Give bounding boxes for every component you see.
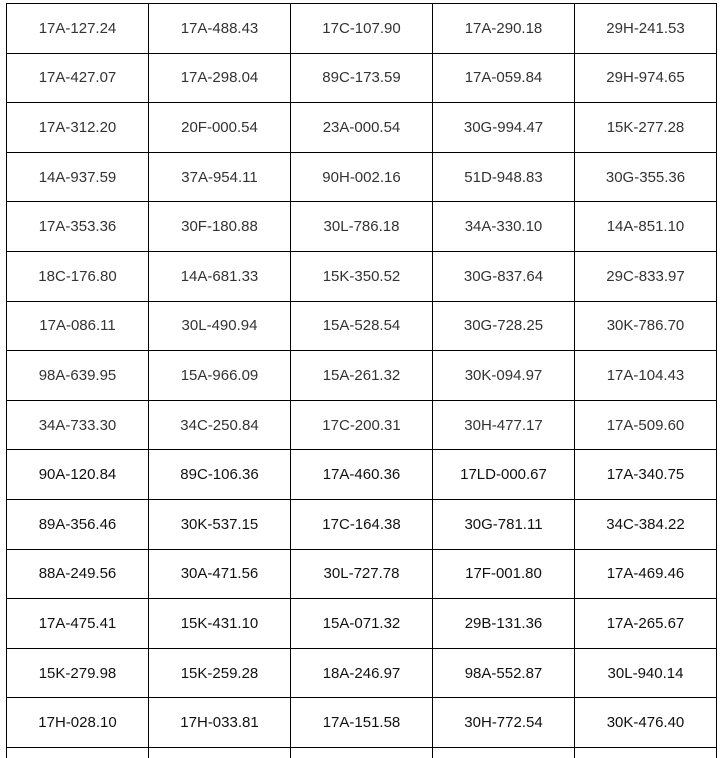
plate-number-cell: 51D-948.83 — [433, 152, 575, 202]
empty-cell — [291, 747, 433, 758]
plate-number-cell: 34A-733.30 — [7, 400, 149, 450]
plate-number-cell: 14A-937.59 — [7, 152, 149, 202]
plate-number-cell: 17C-200.31 — [291, 400, 433, 450]
plate-number-cell: 15A-528.54 — [291, 301, 433, 351]
plate-number-cell: 17A-312.20 — [7, 103, 149, 153]
plate-number-cell: 37A-954.11 — [149, 152, 291, 202]
plate-number-cell: 98A-552.87 — [433, 648, 575, 698]
plate-number-cell: 34A-330.10 — [433, 202, 575, 252]
plate-number-cell: 30G-355.36 — [575, 152, 717, 202]
table-row — [7, 648, 717, 698]
plate-number-cell: 17A-509.60 — [575, 400, 717, 450]
plate-number-cell: 17A-265.67 — [575, 599, 717, 649]
plate-number-cell: 89C-106.36 — [149, 450, 291, 500]
plate-number-cell: 17A-460.36 — [291, 450, 433, 500]
plate-number-cell: 17A-353.36 — [7, 202, 149, 252]
plate-number-cell: 30H-477.17 — [433, 400, 575, 450]
table-row — [7, 599, 717, 649]
table-row — [7, 351, 717, 401]
plate-number-cell: 17C-107.90 — [291, 4, 433, 54]
table-row — [7, 549, 717, 599]
plate-number-cell: 23A-000.54 — [291, 103, 433, 153]
empty-cell — [7, 747, 149, 758]
plate-number-cell: 17A-104.43 — [575, 351, 717, 401]
plate-number-cell: 17A-488.43 — [149, 4, 291, 54]
plate-number-cell: 17A-086.11 — [7, 301, 149, 351]
table-row — [7, 450, 717, 500]
plate-number-cell: 30K-537.15 — [149, 499, 291, 549]
plate-number-cell: 30K-476.40 — [575, 698, 717, 748]
plate-number-cell: 14A-851.10 — [575, 202, 717, 252]
plate-number-cell: 17A-127.24 — [7, 4, 149, 54]
table-row — [7, 698, 717, 748]
plate-number-cell: 15K-431.10 — [149, 599, 291, 649]
plate-table-body — [7, 4, 717, 758]
plate-number-cell: 29B-131.36 — [433, 599, 575, 649]
plate-number-cell: 30G-728.25 — [433, 301, 575, 351]
plate-number-cell: 30L-786.18 — [291, 202, 433, 252]
empty-cell — [433, 747, 575, 758]
plate-number-cell: 30K-094.97 — [433, 351, 575, 401]
plate-number-cell: 15K-350.52 — [291, 251, 433, 301]
plate-number-cell: 17LD-000.67 — [433, 450, 575, 500]
plate-number-cell: 30H-772.54 — [433, 698, 575, 748]
plate-number-cell: 88A-249.56 — [7, 549, 149, 599]
plate-number-cell: 17A-340.75 — [575, 450, 717, 500]
plate-number-cell: 30L-490.94 — [149, 301, 291, 351]
plate-number-cell: 29H-241.53 — [575, 4, 717, 54]
plate-number-cell: 29H-974.65 — [575, 53, 717, 103]
plate-number-cell: 15K-259.28 — [149, 648, 291, 698]
table-row — [7, 251, 717, 301]
table-row — [7, 152, 717, 202]
plate-number-cell: 90H-002.16 — [291, 152, 433, 202]
plate-number-cell: 17A-475.41 — [7, 599, 149, 649]
plate-number-cell: 30G-837.64 — [433, 251, 575, 301]
plate-number-cell: 30A-471.56 — [149, 549, 291, 599]
plate-number-cell: 17A-298.04 — [149, 53, 291, 103]
plate-number-cell: 15A-261.32 — [291, 351, 433, 401]
table-row — [7, 499, 717, 549]
plate-number-cell: 17C-164.38 — [291, 499, 433, 549]
plate-number-cell: 89C-173.59 — [291, 53, 433, 103]
plate-number-cell: 17A-059.84 — [433, 53, 575, 103]
plate-number-cell: 30G-994.47 — [433, 103, 575, 153]
plate-number-cell: 98A-639.95 — [7, 351, 149, 401]
plate-number-cell: 17F-001.80 — [433, 549, 575, 599]
table-row — [7, 202, 717, 252]
plate-number-cell: 30K-786.70 — [575, 301, 717, 351]
plate-number-cell: 30G-781.11 — [433, 499, 575, 549]
plate-number-cell: 15A-071.32 — [291, 599, 433, 649]
plate-number-cell: 15A-966.09 — [149, 351, 291, 401]
empty-cell — [575, 747, 717, 758]
table-row-partial — [7, 747, 717, 758]
plate-number-cell: 30F-180.88 — [149, 202, 291, 252]
plate-number-cell: 17H-033.81 — [149, 698, 291, 748]
plate-number-cell: 18A-246.97 — [291, 648, 433, 698]
table-row — [7, 400, 717, 450]
plate-number-table — [6, 3, 717, 758]
plate-number-cell: 90A-120.84 — [7, 450, 149, 500]
plate-number-cell: 20F-000.54 — [149, 103, 291, 153]
plate-number-cell: 17A-290.18 — [433, 4, 575, 54]
plate-number-cell: 15K-277.28 — [575, 103, 717, 153]
plate-number-cell: 89A-356.46 — [7, 499, 149, 549]
table-row — [7, 53, 717, 103]
plate-number-cell: 34C-384.22 — [575, 499, 717, 549]
plate-number-cell: 30L-727.78 — [291, 549, 433, 599]
plate-number-cell: 17A-427.07 — [7, 53, 149, 103]
plate-number-cell: 15K-279.98 — [7, 648, 149, 698]
plate-number-cell: 30L-940.14 — [575, 648, 717, 698]
plate-number-cell: 18C-176.80 — [7, 251, 149, 301]
plate-number-cell: 17A-469.46 — [575, 549, 717, 599]
table-row — [7, 301, 717, 351]
plate-number-cell: 29C-833.97 — [575, 251, 717, 301]
plate-number-cell: 14A-681.33 — [149, 251, 291, 301]
table-row — [7, 4, 717, 54]
plate-number-cell: 17H-028.10 — [7, 698, 149, 748]
table-row — [7, 103, 717, 153]
plate-number-cell: 34C-250.84 — [149, 400, 291, 450]
empty-cell — [149, 747, 291, 758]
plate-number-cell: 17A-151.58 — [291, 698, 433, 748]
